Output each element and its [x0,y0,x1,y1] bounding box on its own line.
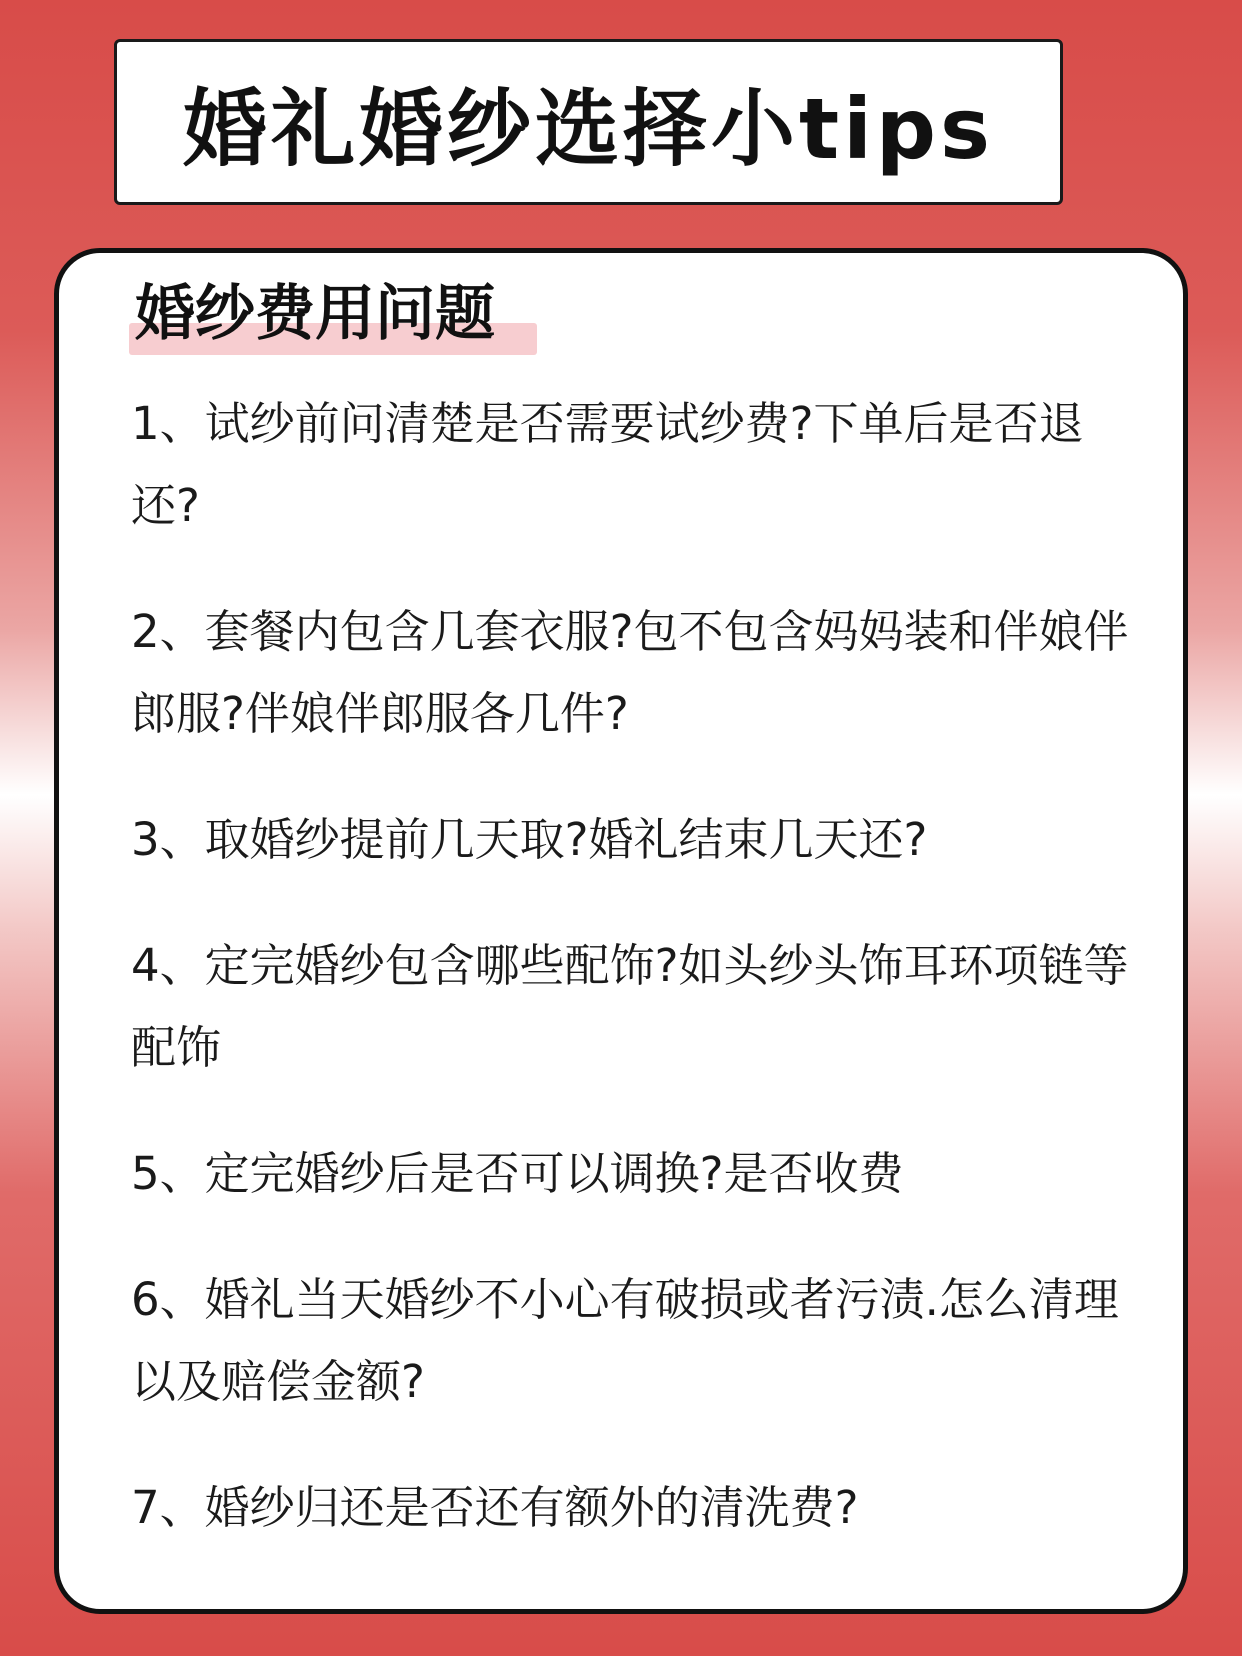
tip-item-7: 7、婚纱归还是否还有额外的清洗费? [131,1481,859,1534]
page-title: 婚礼婚纱选择小tips [182,79,995,178]
tip-item-5: 5、定完婚纱后是否可以调换?是否收费 [131,1147,904,1200]
tips-list [131,383,1131,1593]
tip-item-3: 3、取婚纱提前几天取?婚礼结束几天还? [131,813,928,866]
tip-item-6: 6、婚礼当天婚纱不小心有破损或者污渍.怎么清理以及赔偿金额? [131,1273,1119,1408]
section-heading [135,281,495,347]
tips-card [54,248,1188,1614]
tip-item-1: 1、试纱前问清楚是否需要试纱费?下单后是否退还? [131,397,1084,532]
section-heading-text: 婚纱费用问题 [135,279,495,349]
title-banner [114,39,1063,205]
tip-item-2: 2、套餐内包含几套衣服?包不包含妈妈装和伴娘伴郎服?伴娘伴郎服各几件? [131,605,1129,740]
tip-item-4: 4、定完婚纱包含哪些配饰?如头纱头饰耳环项链等配饰 [131,939,1129,1074]
